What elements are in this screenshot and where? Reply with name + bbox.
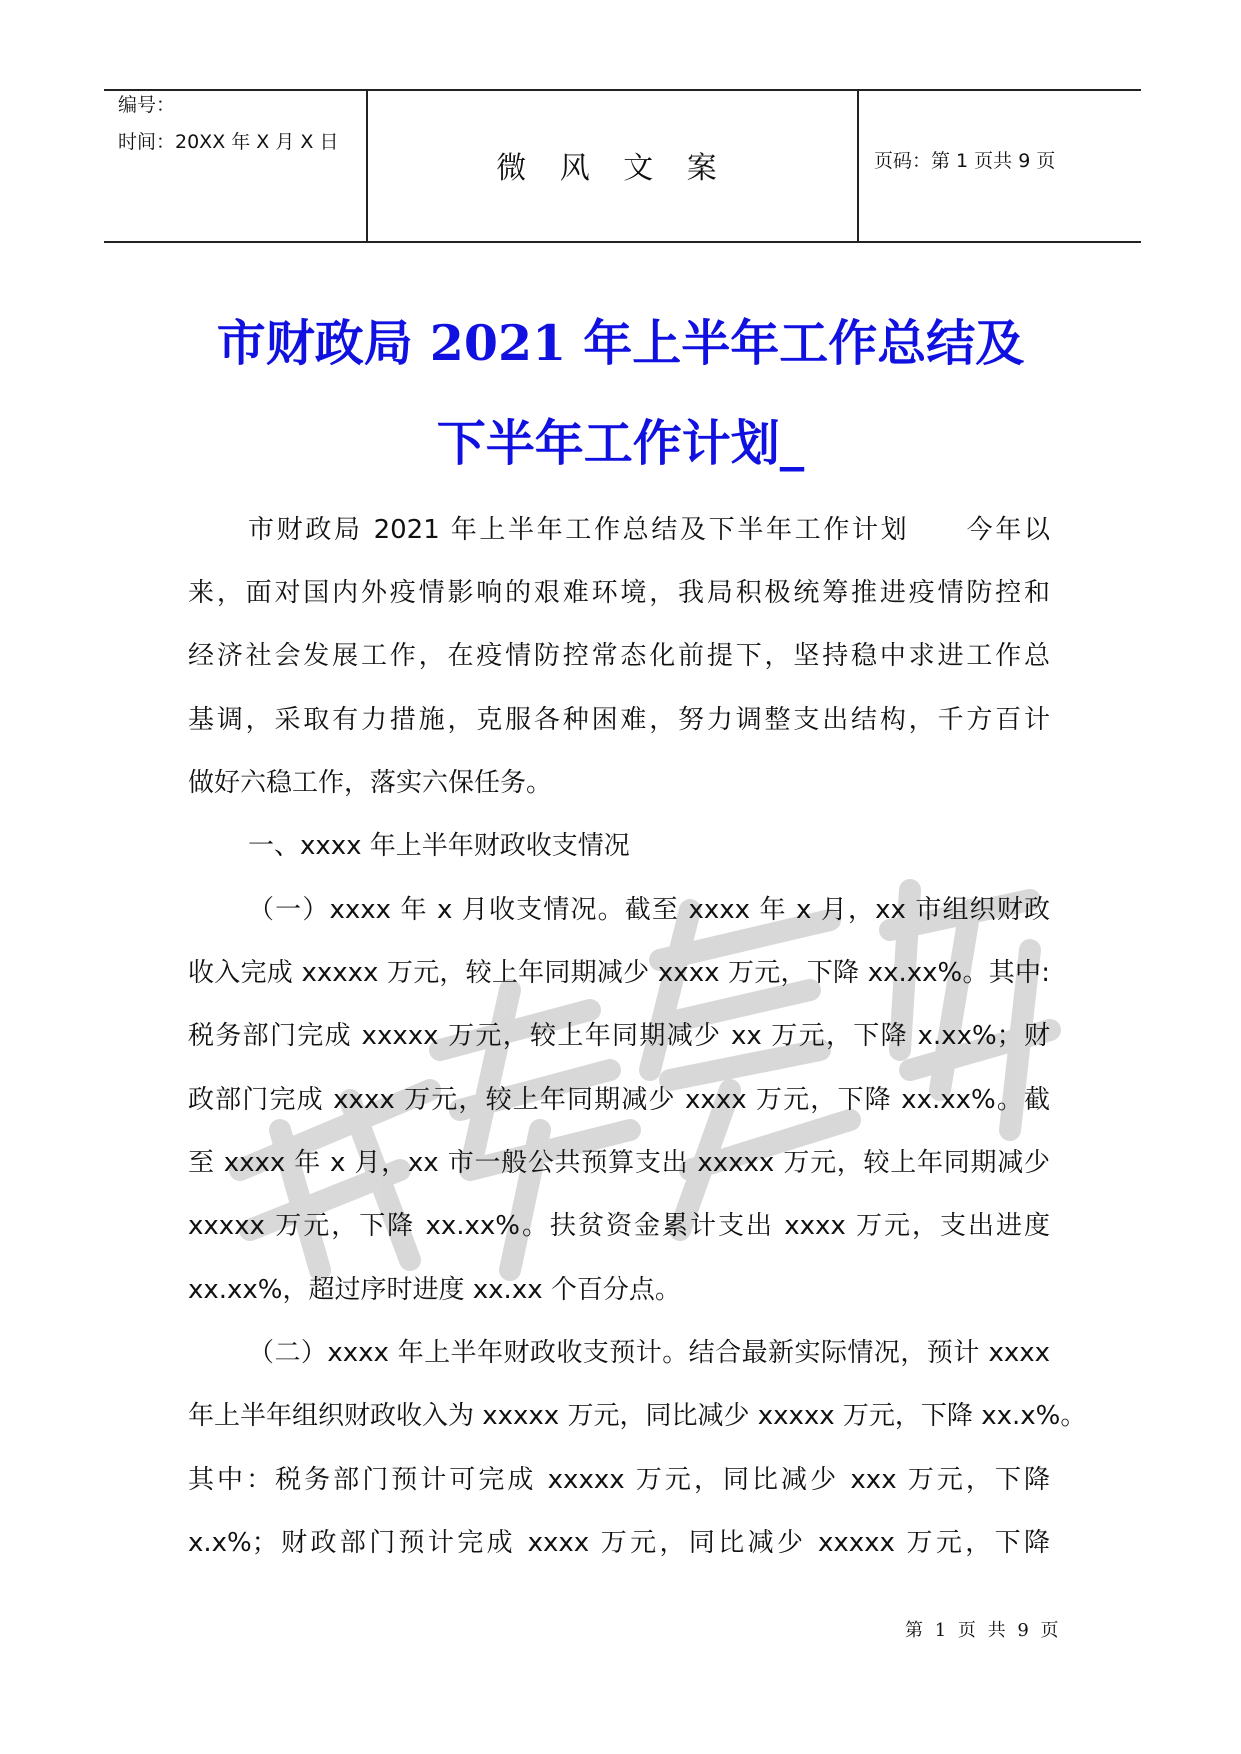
- body-line: 市财政局 2021 年上半年工作总结及下半年工作计划 今年以: [248, 515, 1050, 545]
- body-line: 其中：税务部门预计可完成 xxxxx 万元，同比减少 xxx 万元，下降: [188, 1465, 1050, 1495]
- body-line: 年上半年组织财政收入为 xxxxx 万元，同比减少 xxxxx 万元，下降 xx.x%。: [188, 1401, 1087, 1431]
- page-number-label: 页码：第 1 页共 9 页: [874, 150, 1056, 172]
- body-line: xxxxx 万元，下降 xx.xx%。扶贫资金累计支出 xxxx 万元，支出进度: [188, 1211, 1050, 1241]
- body-line: xx.xx%，超过序时进度 xx.xx 个百分点。: [188, 1275, 681, 1305]
- body-line: 基调，采取有力措施，克服各种困难，努力调整支出结构，千方百计: [188, 705, 1050, 735]
- body-line: 政部门完成 xxxx 万元，较上年同期减少 xxxx 万元，下降 xx.xx%。截: [188, 1085, 1050, 1115]
- document-date-label: 时间：20XX 年 X 月 X 日: [118, 131, 339, 153]
- body-line: 来，面对国内外疫情影响的艰难环境，我局积极统筹推进疫情防控和: [188, 578, 1050, 608]
- header-brand-cell: [366, 91, 859, 241]
- header-left-cell: [104, 91, 366, 241]
- body-line: x.x%；财政部门预计完成 xxxx 万元，同比减少 xxxxx 万元，下降: [188, 1528, 1050, 1558]
- page-footer: 第 1 页 共 9 页: [905, 1620, 1059, 1641]
- document-title-line-2: 下半年工作计划_: [436, 414, 805, 472]
- document-number-label: 编号：: [118, 94, 176, 116]
- body-line: 税务部门完成 xxxxx 万元，较上年同期减少 xx 万元，下降 x.xx%；财: [188, 1021, 1050, 1051]
- body-line: 做好六稳工作，落实六保任务。: [188, 768, 553, 798]
- brand-name: 微 风 文 案: [496, 151, 729, 186]
- body-line: 经济社会发展工作，在疫情防控常态化前提下，坚持稳中求进工作总: [188, 641, 1050, 671]
- document-title-line-1: 市财政局 2021 年上半年工作总结及: [216, 314, 1025, 372]
- body-line: 收入完成 xxxxx 万元，较上年同期减少 xxxx 万元，下降 xx.xx%。其中:: [188, 958, 1050, 988]
- section-heading: 一、xxxx 年上半年财政收支情况: [248, 831, 630, 861]
- body-line: 至 xxxx 年 x 月，xx 市一般公共预算支出 xxxxx 万元，较上年同期减少: [188, 1148, 1050, 1178]
- header-right-cell: [857, 91, 1141, 241]
- body-line: （二）xxxx 年上半年财政收支预计。结合最新实际情况，预计 xxxx: [248, 1338, 1050, 1368]
- body-line: （一）xxxx 年 x 月收支情况。截至 xxxx 年 x 月，xx 市组织财政: [248, 895, 1050, 925]
- document-header: [104, 89, 1141, 243]
